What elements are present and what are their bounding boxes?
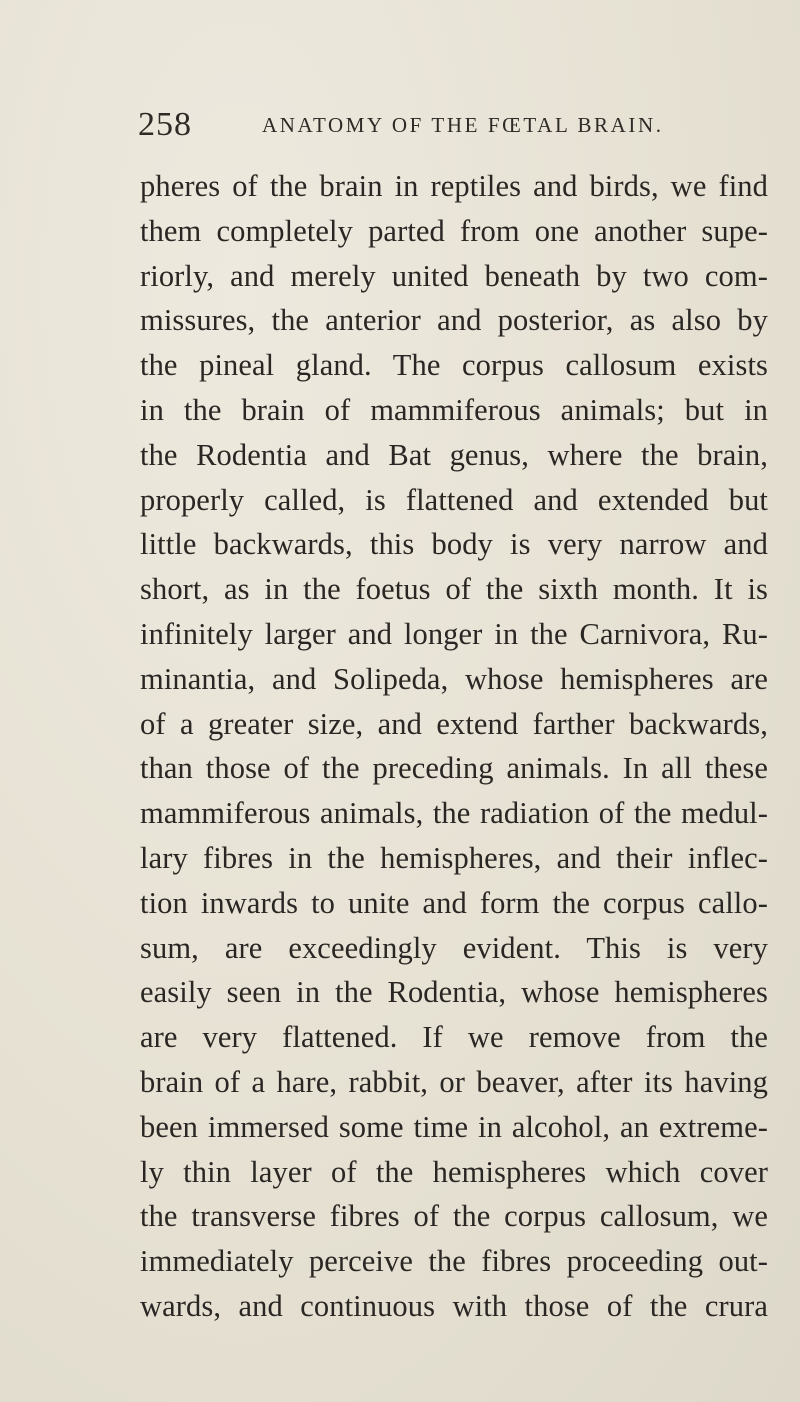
text-line: the transverse fibres of the corpus callosum, we [140, 1199, 768, 1234]
text-line: pheres of the brain in reptiles and birds, we find [140, 169, 768, 203]
text-line: brain of a hare, rabbit, or beaver, after its having [140, 1064, 768, 1099]
text-line: immediately perceive the fibres proceeding out- [140, 1244, 768, 1279]
running-head [138, 106, 778, 146]
text-line: them completely parted from one another supe- [140, 213, 768, 248]
text-line: tion inwards to unite and form the corpus callo- [140, 885, 768, 920]
text-line: sum, are exceedingly evident. This is very [140, 930, 768, 965]
text-line: little backwards, this body is very narrow and [140, 527, 768, 562]
text-line: are very flattened. If we remove from the [140, 1020, 768, 1055]
text-line: infinitely larger and longer in the Carnivora, Ru- [140, 616, 768, 651]
text-line: been immersed some time in alcohol, an extreme- [140, 1109, 768, 1144]
text-line: mammiferous animals, the radiation of the medul- [140, 796, 768, 831]
text-line: the Rodentia and Bat genus, where the brain, [140, 437, 768, 472]
text-line: ly thin layer of the hemispheres which cover [140, 1154, 768, 1189]
body-text [140, 164, 768, 1329]
text-line: the pineal gland. The corpus callosum exists [140, 348, 768, 383]
text-line: minantia, and Solipeda, whose hemispheres are [140, 661, 768, 696]
page-number: 258 [138, 106, 192, 143]
text-line: short, as in the foetus of the sixth month. It is [140, 572, 768, 607]
text-line: in the brain of mammiferous animals; but in [140, 392, 768, 427]
text-line: properly called, is flattened and extended but [140, 482, 768, 517]
text-line: wards, and continuous with those of the crura [140, 1288, 768, 1323]
text-line: missures, the anterior and posterior, as also by [140, 303, 768, 338]
text-line: of a greater size, and extend farther backwards, [140, 706, 768, 741]
text-line: riorly, and merely united beneath by two com- [140, 258, 768, 293]
text-line: easily seen in the Rodentia, whose hemispheres [140, 975, 768, 1010]
text-line: lary fibres in the hemispheres, and their inflec- [140, 840, 768, 875]
running-title: ANATOMY OF THE FŒTAL BRAIN. [262, 113, 664, 137]
text-line: than those of the preceding animals. In all these [140, 751, 768, 786]
